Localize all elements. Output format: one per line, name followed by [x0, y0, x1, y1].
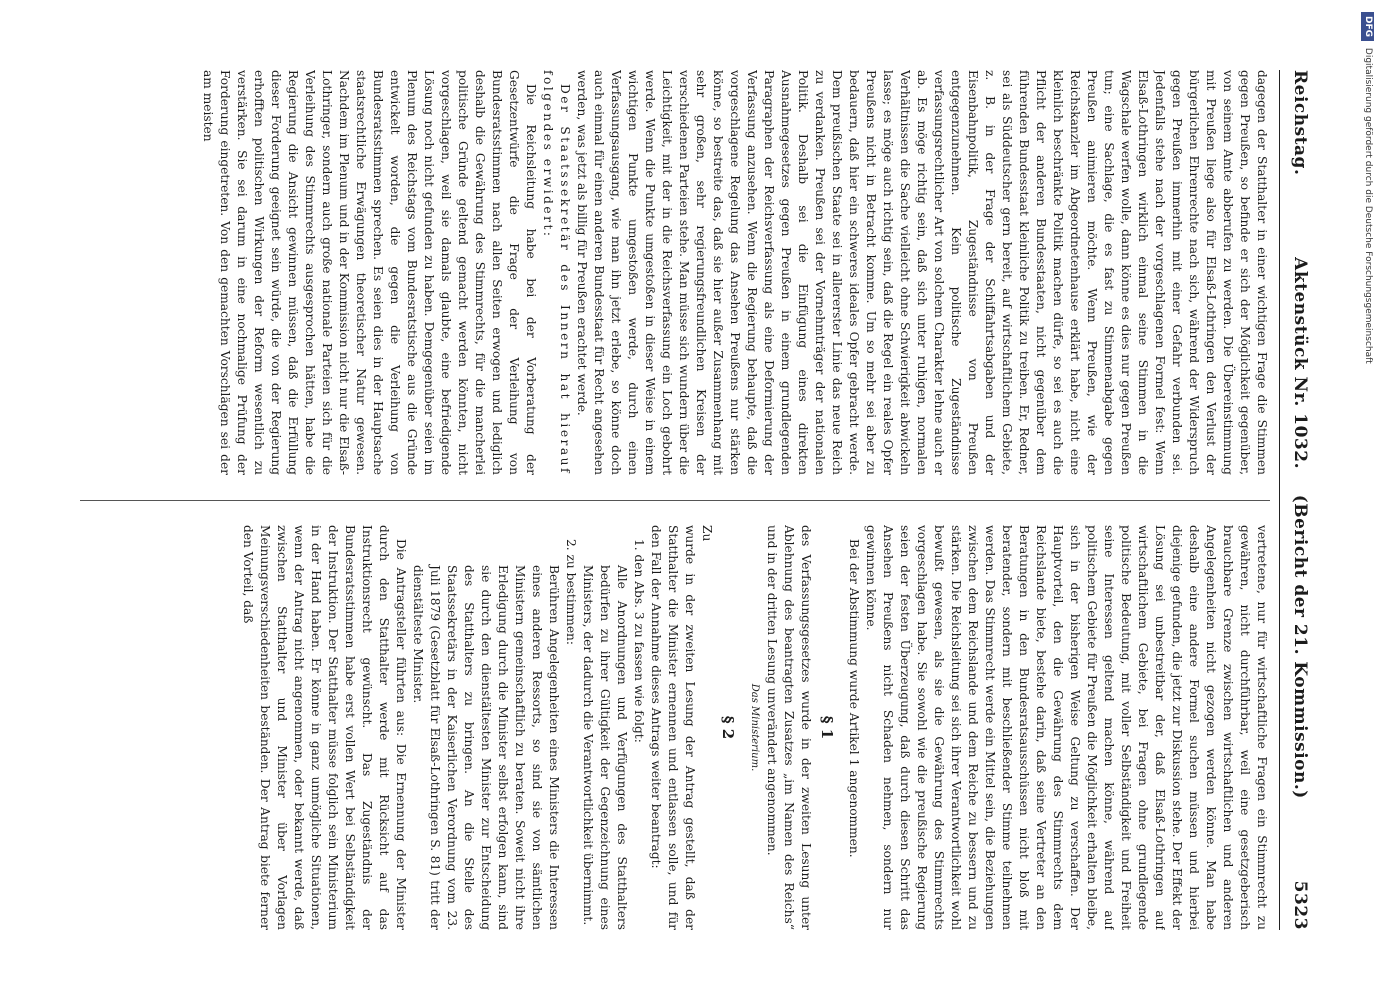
paragraph: Die Antragsteller führten aus: Die Ernennung der Minister durch den Statthalter werde mit Rücksicht auf das Instruktionsrecht gewünscht. Das Zugeständnis der Bundesratsstimmen habe erst vollen Wert bei Selbständigkeit der Instruktion. Der Statthalter müsse folglich sein Ministerium in der Hand haben. Er könne in ganz unmögliche Situationen, wenn der Antrag nicht angenommen, oder bekannt werde, daß zwischen Statthalter und Minister über Vorlagen Meinungsverschiedenheiten beständen. Der Antrag biete ferner den Vorteil, daß	[241, 525, 408, 930]
page-number: 5323	[1290, 880, 1310, 930]
section-mark: § 2	[719, 715, 737, 740]
paragraph: dagegen der Statthalter in einer wichtigen Frage die Stimmen gegen Preußen, so befinde er sich der Möglichkeit gegenüber, von seinem Amte abberufen zu werden. Die Übereinstimmung mit Preußen liege also für Elsaß-Lothringen den Verlust der bürgerlichen Ehrenrechte nach sich, während der Widerspruch gegen Preußen immerhin mit einer Gefahr verbunden sei. Jedenfalls stehe nach der vorgeschlagenen Formel fest: Wenn Elsaß-Lothringen wirklich einmal seine Stimmen in die Wagschale werfen wolle, dann könne es dies nur gegen Preußen tun; eine Sachlage, die es fast zu Stimmenabgabe gegen Preußen animieren möchte. Wenn Preußen, wie der Reichskanzler im Abgeordnetenhause erklärt habe, nicht eine kleinlich beschränkte Politik machen dürfe, so sei es auch die Pflicht der anderen Bundesstaaten, nicht gegenüber dem führenden Bundesstaat kleinliche Politik zu treiben. Er, Redner, sei als Süddeutscher gern bereit, auf wirtschaftlichem Gebiete, z. B. in der Frage der Schiffahrtsabgaben und der Eisenbahnpolitik, Zugeständnisse von Preußen entgegenzunehmen. Kein politische Zugeständnisse verfassungsrechtlicher Art von solchem Charakter lehne auch er ab. Es möge richtig sein, daß sich unter ruhigen, normalen Verhältnissen die Sache vielleicht ohne Schwierigkeit abwickeln lasse; es möge auch richtig sein, daß die Regel ein reales Opfer Preußens nicht in Betracht komme. Um so mehr sei aber zu bedauern, daß hier ein schweres ideales Opfer gebracht werde. Dem preußischen Staate sei in allererster Linie das neue Reich zu verdanken. Preußen sei der Vornehmträger der nationalen Politik. Deshalb sei die Einfügung eines direkten Ausnahmegesetzes gegen Preußen in einem grundlegenden Paragraphen der Reichsverfassung als eine Deformierung der Verfassung anzusehen. Wenn die Regierung behaupte, daß die vorgeschlagene Regelung das Ansehen Preußens nur stärken könne, so bestreite das, daß sie hier außer Zusammenhang mit sehr großen, sehr regierungsfreundlichen Kreisen der verschiedenen Parteien stehe. Man müsse sich wundern über die Leichtigkeit, mit der in die Reichsverfassung ein Loch gebohrt werde. Wenn die Punkte umgestoßen in dieser Weise in einem wichtigen Punkte umgestoßen werde, durch einen Verfassungsausgang, wie man ihn jetzt erlebe, so könne doch auch einmal für einen anderen Bundesstaat für Recht angesehen werden, was jetzt als billig für Preußen erachtet werde.	[575, 70, 1269, 475]
right-column	[80, 525, 1270, 930]
paragraph: vertretene, nur für wirtschaftliche Fragen ein Stimmrecht zu gewähren, nicht durchführbar, weil eine gesetzgeberisch brauchbare Grenze zwischen wirtschaftlichen und anderen Angelegenheiten nicht gezogen werden könne. Man habe deshalb eine andere Formel suchen müssen und hierbei diejenige gefunden, die jetzt zur Diskussion stehe. Der Effekt der Lösung sei unbestreitbar der, daß Elsaß-Lothringen auf wirtschaftlichem Gebiete, bei Fragen ohne grundlegende politische Bedeutung, mit voller Selbständigkeit und Freiheit seine Interessen geltend machen könne, während auf politischem Gebiete für Preußen die Möglichkeit erhalten bleibe, sich in der bisherigen Weise Geltung zu verschaffen. Der Hauptvorteil, den die Gewährung des Stimmrechts dem Reichslande biete, bestehe darin, daß seine Vertreter an den Beratungen in den Bundesratsausschüssen nicht bloß mit beratender, sondern mit beschließender Stimme teilnehmen werden. Das Stimmrecht werde ein Mittel sein, die Beziehungen zwischen dem Reichslande und dem Reiche zu bessern und zu stärken. Die Reichsleitung sei sich ihrer Verantwortlichkeit wohl bewußt gewesen, als sie die Gewährung des Stimmrechts vorgeschlagen habe. Sie sowohl wie die preußische Regierung seien der festen Überzeugung, daß durch diesen Schritt das Ansehen Preußens nicht Schaden nehmen, sondern nur gewinnen könne.	[864, 525, 1269, 930]
quoted-block: Alle Anordnungen und Verfügungen des Statthalters bedürfen zu ihrer Gültigkeit der Gegenzeichnung eines Ministers, der dadurch die Verantwortlichkeit übernimmt.	[581, 565, 629, 930]
column-divider	[80, 500, 1270, 501]
paragraph: Bei der Abstimmung wurde Artikel 1 angenommen.	[847, 539, 861, 858]
paragraph: wurde in der zweiten Lesung der Antrag gestellt, daß der Statthalter die Minister ernennen und entlassen solle, und für den Fall der Annahme dieses Antrags weiter beantragt:	[649, 525, 697, 930]
paragraph-lead: Zu	[700, 525, 714, 542]
left-column	[80, 70, 1270, 475]
rotated-scan	[60, 50, 1320, 950]
document-page	[60, 50, 1320, 950]
quoted-block: Berühren Angelegenheiten eines Ministers die Interessen eines anderen Ressorts, so sind sie von sämtlichen Ministern gemeinschaftlich zu beraten. Soweit nicht ihre Erledigung durch die Minister selbst erfolgen kann, sind sie durch den dienstältesten Minister zur Entscheidung des Statthalters zu bringen. An die Stelle des Staatssekretärs in der Kaiserlichen Verordnung vom 23. Juli 1879 (Gesetzblatt für Elsaß-Lothringen S. 81) tritt der dienstälteste Minister.	[411, 565, 561, 930]
list-item: 1. den Abs. 3 zu fassen wie folgt:	[632, 539, 646, 743]
paragraph: des Verfassungsgesetzes wurde in der zweiten Lesung unter Ablehnung des beantragten Zusatzes „im Namen des Reichs“ und in der dritten Lesung unverändert angenommen.	[765, 525, 813, 930]
running-header	[1286, 70, 1310, 930]
header-rule	[1279, 70, 1280, 930]
dfg-logo: DFG	[1361, 12, 1374, 41]
header-center: Aktenstück Nr. 1032. (Bericht der 21. Kommission.)	[1290, 257, 1310, 799]
funding-note: Digitalisierung gefördert durch die Deutsche Forschungsgemeinschaft	[1363, 47, 1373, 364]
paragraph: Die Reichsleitung habe bei der Vorberatung der Gesetzentwürfe die Frage der Verleihung von Bundesratsstimmen nach allen Seiten erwogen und lediglich deshalb die Gewährung des Stimmrechts, für die mancherlei politische Gründe geltend gemacht werden könnten, nicht vorgeschlagen, weil sie damals glaubte, eine befriedigende Lösung noch nicht gefunden zu haben. Demgegenüber seien im Plenum des Reichstags vom Bundesratstische aus die Gründe entwickelt worden, die gegen die Verleihung von Bundesratsstimmen sprechen. Es seien dies in der Hauptsache staatsrechtliche Erwägungen theoretischer Natur gewesen. Nachdem im Plenum und in der Kommission nicht nur die Elsaß-Lothringer, sondern auch große nationale Parteien sich für die Verleihung des Stimmrechts ausgesprochen hätten, habe die Regierung die Ansicht gewinnen müssen, daß die Erfüllung dieser Forderung geeignet sein würde, die von der Regierung erhofften politischen Wirkungen der Reform wesentlich zu verstärken. Sie sei darum in eine nochmalige Prüfung der Forderung eingetreten. Von den gemachten Vorschlägen sei der am meisten	[201, 70, 538, 475]
header-left: Reichstag.	[1290, 70, 1310, 176]
section-mark: § 1	[818, 715, 836, 740]
paragraph-speaker: Der Staatssekretär des Innern hat hierauf folgendes erwidert:	[541, 70, 572, 475]
dfg-sidebar	[1357, 12, 1379, 992]
list-item: 2. zu bestimmen:	[564, 539, 578, 645]
section-heading: Das Ministerium.	[749, 683, 760, 772]
